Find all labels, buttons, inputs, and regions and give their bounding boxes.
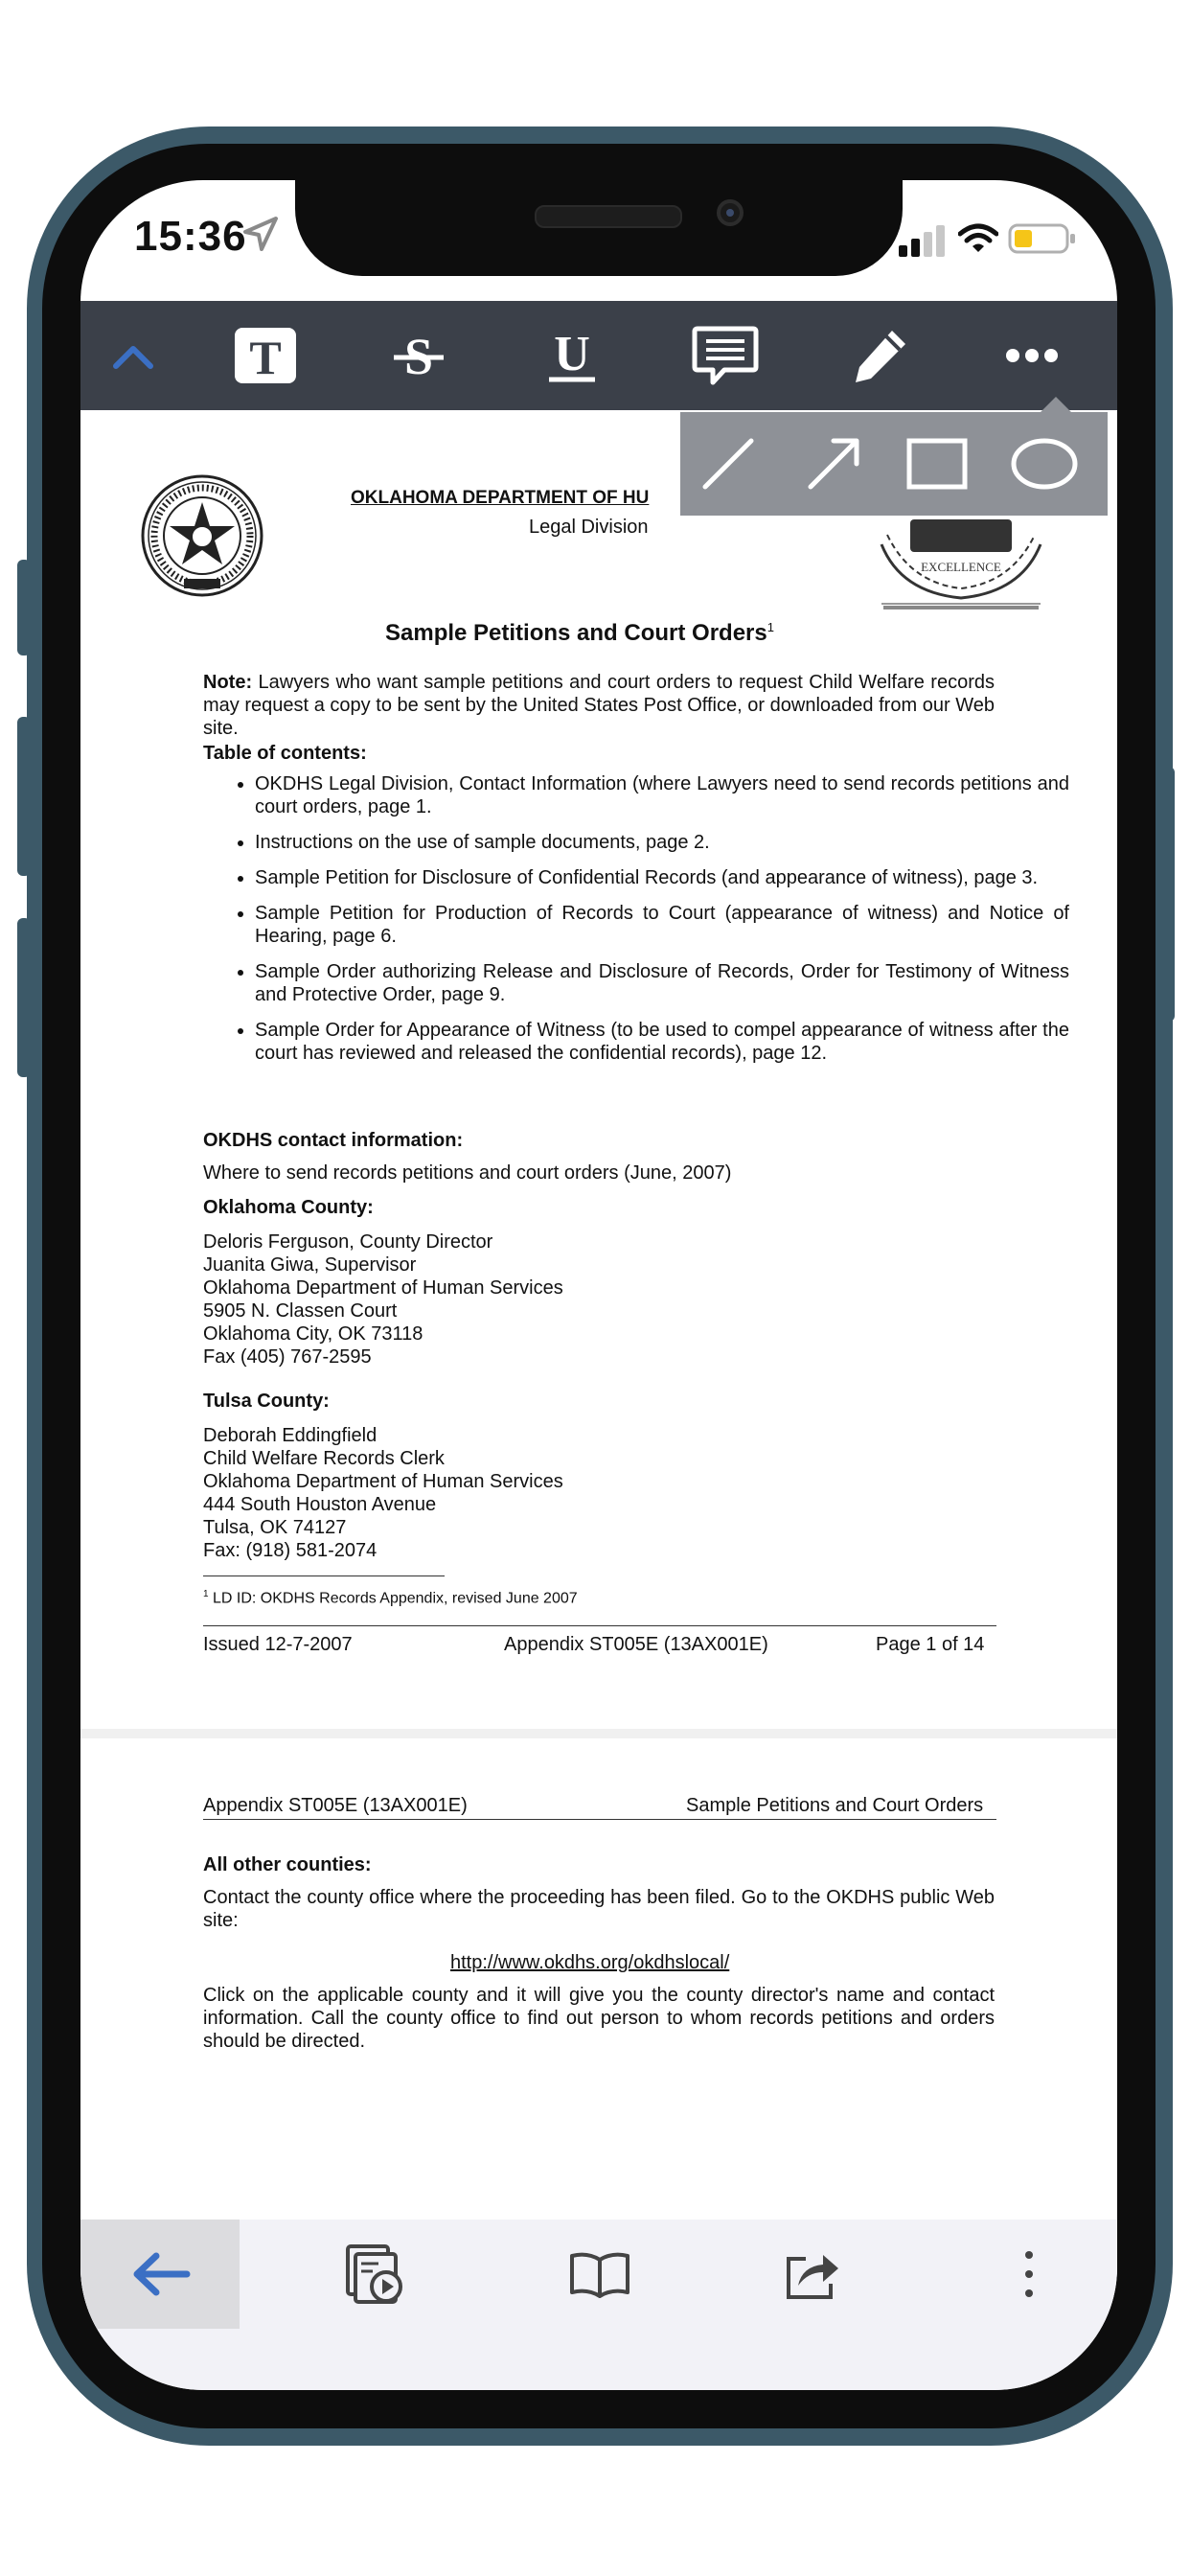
- oklahoma-county-address: [203, 1230, 563, 1368]
- header-subtitle: Legal Division: [529, 517, 649, 538]
- footer-issued: Issued 12-7-2007: [203, 1634, 353, 1655]
- address-line: Deborah Eddingfield: [203, 1425, 378, 1446]
- page-separator: [80, 1729, 1117, 1738]
- location-arrow-icon: [241, 215, 280, 253]
- svg-text:S: S: [403, 328, 434, 385]
- address-line: Oklahoma Department of Human Services: [203, 1277, 563, 1299]
- speaker: [535, 205, 682, 228]
- battery-icon: [1008, 222, 1077, 255]
- line-tool-icon[interactable]: [680, 412, 776, 516]
- page2-header-left: Appendix ST005E (13AX001E): [203, 1795, 468, 1816]
- svg-text:U: U: [554, 327, 590, 381]
- ellipse-tool-icon[interactable]: [996, 412, 1092, 516]
- arrow-tool-icon[interactable]: [786, 412, 881, 516]
- address-line: Child Welfare Records Clerk: [203, 1448, 445, 1469]
- toc-list: [194, 772, 1069, 1077]
- document-title-text: Sample Petitions and Court Orders: [385, 620, 767, 646]
- address-line: Oklahoma City, OK 73118: [203, 1323, 423, 1345]
- footer-appendix: Appendix ST005E (13AX001E): [504, 1634, 768, 1655]
- footer-rule: [203, 1625, 996, 1626]
- address-line: Deloris Ferguson, County Director: [203, 1231, 493, 1253]
- contact-intro: Where to send records petitions and court orders (June, 2007): [203, 1162, 732, 1184]
- slideshow-icon[interactable]: [318, 2220, 433, 2329]
- address-line: Juanita Giwa, Supervisor: [203, 1254, 417, 1276]
- toc-item[interactable]: • Sample Petition for Disclosure of Confidential Records (and appearance of witness), page 3.: [255, 866, 1069, 889]
- page-2: [80, 1738, 1117, 2237]
- toc-item[interactable]: • Instructions on the use of sample documents, page 2.: [255, 831, 1069, 854]
- notch: [295, 180, 903, 276]
- annotation-toolbar: [80, 301, 1117, 410]
- other-counties-instructions: Click on the applicable county and it will give you the county director's name and contact information. Call the county office to find out person to whom records petitions and orders should be directed.: [203, 1985, 995, 2052]
- page2-header-right: Sample Petitions and Court Orders: [686, 1795, 984, 1816]
- other-counties-text: Contact the county office where the proceeding has been filed. Go to the OKDHS public Web site:: [203, 1887, 995, 1931]
- title-footnote-mark: 1: [767, 620, 774, 634]
- collapse-chevron-icon[interactable]: [80, 301, 186, 410]
- front-camera: [717, 199, 744, 226]
- address-line: Tulsa, OK 74127: [203, 1517, 347, 1538]
- contact-heading: OKDHS contact information:: [203, 1130, 464, 1151]
- comment-tool-icon[interactable]: [673, 301, 778, 410]
- book-icon[interactable]: [542, 2220, 657, 2329]
- note-paragraph: [203, 671, 995, 740]
- wifi-icon: [958, 222, 998, 255]
- more-icon[interactable]: [979, 301, 1085, 410]
- pencil-tool-icon[interactable]: [828, 301, 933, 410]
- note-text: Lawyers who want sample petitions and court orders to request Child Welfare records may request a copy to be sent by the United States Post Office, or downloaded from our Web site.: [203, 672, 995, 739]
- shape-tools-popup: [680, 412, 1108, 516]
- address-line: 444 South Houston Avenue: [203, 1494, 437, 1515]
- note-label: Note:: [203, 672, 253, 693]
- tulsa-county-heading: Tulsa County:: [203, 1391, 330, 1412]
- rectangle-tool-icon[interactable]: [889, 412, 985, 516]
- toc-heading: Table of contents:: [203, 743, 367, 764]
- okdhs-logo-icon: [872, 506, 1050, 611]
- share-icon[interactable]: [755, 2220, 870, 2329]
- document-title: [385, 613, 774, 648]
- svg-text:EXCELLENCE: EXCELLENCE: [921, 560, 1001, 574]
- toc-item[interactable]: • OKDHS Legal Division, Contact Information (where Lawyers need to send records petitions and court orders, page 1.: [255, 772, 1069, 818]
- footnote-text: LD ID: OKDHS Records Appendix, revised June 2007: [208, 1590, 578, 1607]
- footnote: [203, 1585, 578, 1608]
- page2-header-rule: [203, 1819, 996, 1820]
- text-tool-icon[interactable]: [213, 301, 318, 410]
- toc-item[interactable]: • Sample Petition for Production of Records to Court (appearance of witness) and Notice of Hearing, page 6.: [255, 902, 1069, 948]
- status-time: 15:36: [134, 213, 247, 260]
- address-line: Oklahoma Department of Human Services: [203, 1471, 563, 1492]
- cellular-signal-icon: [897, 224, 949, 257]
- more-vertical-icon[interactable]: [972, 2220, 1087, 2329]
- header-title: OKLAHOMA DEPARTMENT OF HU: [351, 488, 650, 508]
- toc-item[interactable]: • Sample Order for Appearance of Witness (to be used to compel appearance of witness after the court has reviewed and released the confidential records), page 12.: [255, 1019, 1069, 1065]
- toc-item[interactable]: • Sample Order authorizing Release and Disclosure of Records, Order for Testimony of Witness and Protective Order, page 9.: [255, 960, 1069, 1006]
- svg-text:T: T: [249, 331, 282, 384]
- address-line: 5905 N. Classen Court: [203, 1300, 398, 1322]
- oklahoma-county-heading: Oklahoma County:: [203, 1197, 374, 1218]
- other-counties-heading: All other counties:: [203, 1854, 372, 1875]
- footer-page: Page 1 of 14: [876, 1634, 985, 1655]
- screen: [80, 180, 1117, 2390]
- tulsa-county-address: [203, 1424, 563, 1562]
- footnote-mark: 1: [203, 1589, 209, 1599]
- address-line: Fax: (918) 581-2074: [203, 1540, 378, 1561]
- underline-tool-icon[interactable]: [519, 301, 625, 410]
- back-arrow-icon[interactable]: [103, 2220, 218, 2329]
- strikethrough-tool-icon[interactable]: [366, 301, 471, 410]
- page-1: [80, 410, 1117, 1729]
- okdhs-local-link[interactable]: http://www.okdhs.org/okdhslocal/: [450, 1952, 730, 1973]
- oklahoma-state-seal-icon: [140, 473, 264, 598]
- address-line: Fax (405) 767-2595: [203, 1346, 372, 1368]
